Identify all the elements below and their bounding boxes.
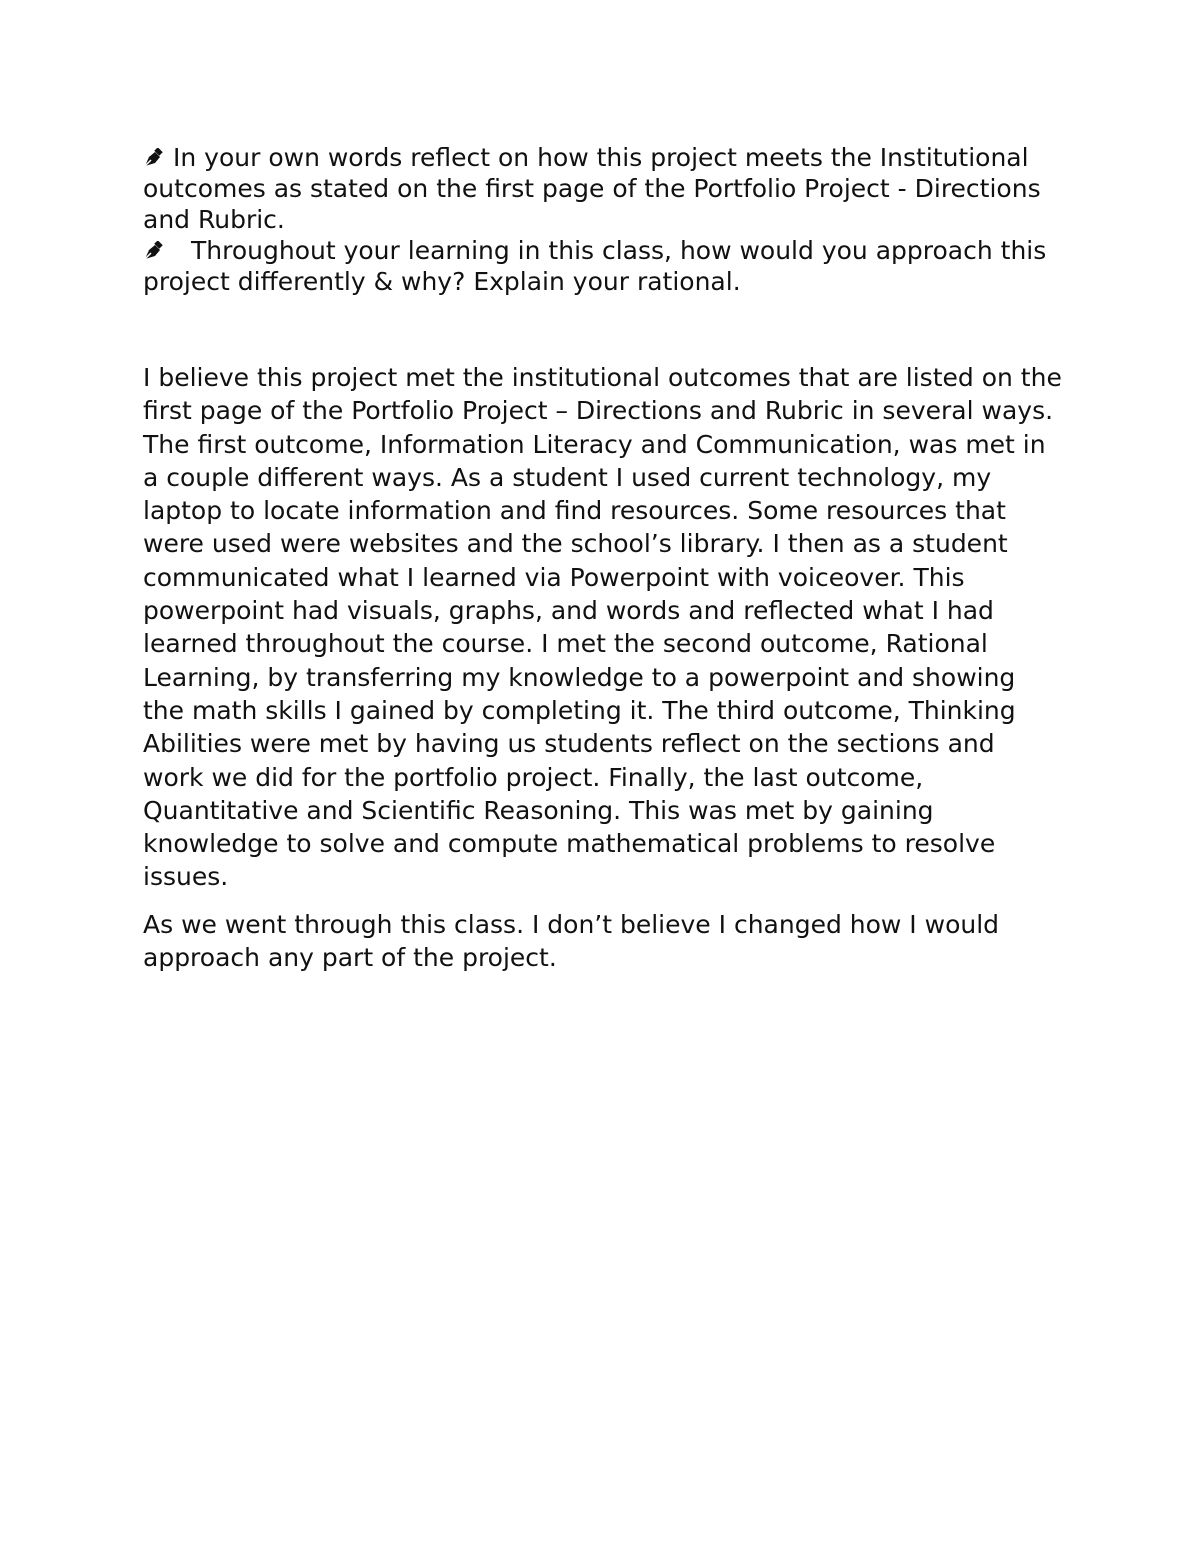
body-paragraph: As we went through this class. I don’t believe I changed how I would approach any part of the project. <box>143 909 1000 973</box>
pen-nib-icon <box>143 241 163 261</box>
document-body <box>143 142 1063 988</box>
spacer <box>143 297 1063 361</box>
prompt-item <box>143 235 1063 297</box>
prompt-text: In your own words reflect on how this project meets the Institutional outcomes as stated on the first page of the Portfolio Project - Directions and Rubric. <box>143 143 1041 234</box>
prompt-item <box>143 142 1063 235</box>
body-paragraph: I believe this project met the institutional outcomes that are listed on the first page of the Portfolio Project – Directions and Rubric in several ways. The first outcome, Information Literacy and Communication, was met in a couple different ways. As a student I used current technology, my laptop to locate information and find resources. Some resources that were used were websites and the school’s library. I then as a student communicated what I learned via Powerpoint with voiceover. This powerpoint had visuals, graphs, and words and reflected what I had learned throughout the course. I met the second outcome, Rational Learning, by transferring my knowledge to a powerpoint and showing the math skills I gained by completing it. The third outcome, Thinking Abilities were met by having us students reflect on the sections and work we did for the portfolio project. Finally, the last outcome, Quantitative and Scientific Reasoning. This was met by gaining knowledge to solve and compute mathematical problems to resolve issues. <box>143 363 1062 892</box>
pen-nib-icon <box>143 148 163 168</box>
prompt-text: Throughout your learning in this class, how would you approach this project differently & why? Explain your rational. <box>143 236 1047 296</box>
